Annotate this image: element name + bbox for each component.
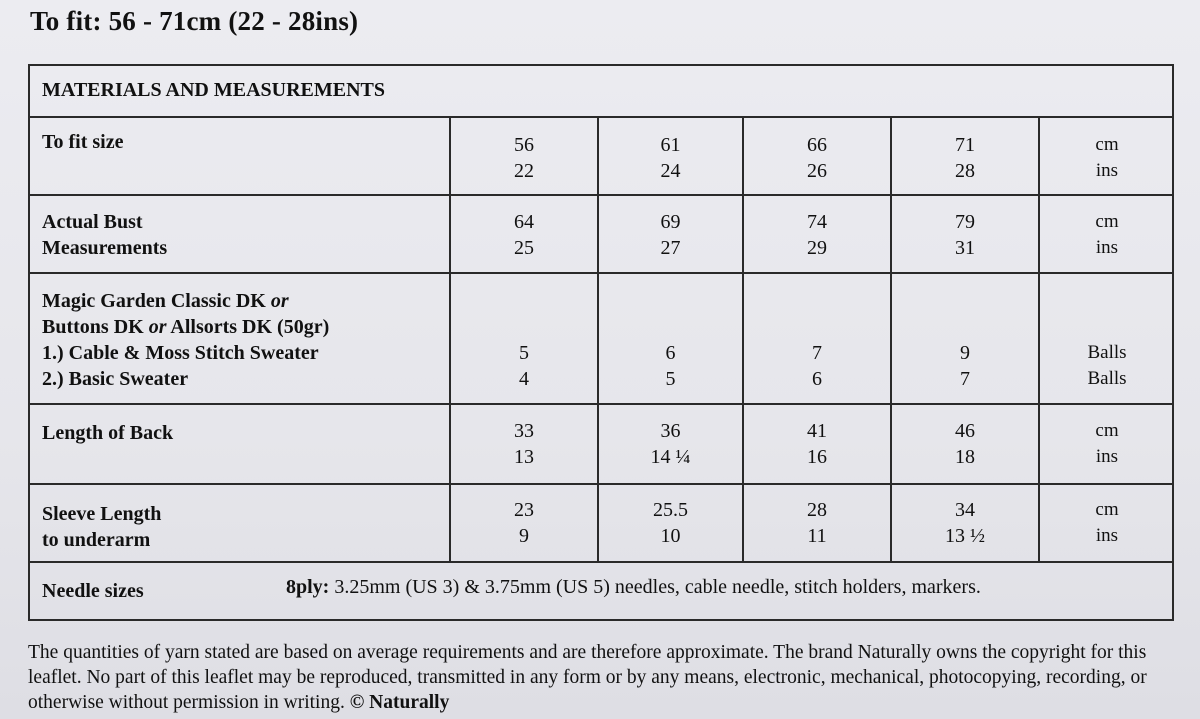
value-cell: 66 26	[742, 118, 890, 194]
value-cell: 61 24	[597, 118, 742, 194]
value-cell: 9 7	[890, 274, 1038, 403]
table-row	[30, 196, 1172, 274]
value-cell: 56 22	[449, 118, 597, 194]
value-cell: 36 14 ¼	[597, 405, 742, 483]
unit-cell: cm ins	[1038, 196, 1174, 272]
table-row	[30, 274, 1172, 405]
unit-cell: Balls Balls	[1038, 274, 1174, 403]
value-cell: 5 4	[449, 274, 597, 403]
value-cell: 6 5	[597, 274, 742, 403]
value-cell: 23 9	[449, 485, 597, 561]
materials-table	[28, 64, 1174, 621]
table-row	[30, 405, 1172, 485]
unit-cell: cm ins	[1038, 405, 1174, 483]
table-row	[30, 118, 1172, 196]
value-cell: 71 28	[890, 118, 1038, 194]
copyright-notice: The quantities of yarn stated are based on average requirements and are therefore approximate. The brand Naturally owns the copyright for this leaflet. No part of this leaflet may be reproduced, transmitted in any form or by any means, electronic, mechanical, photocopying, recording, or otherwise without permission in writing. © Naturally	[28, 642, 1147, 713]
value-cell: 25.5 10	[597, 485, 742, 561]
value-cell: 64 25	[449, 196, 597, 272]
unit-cell: cm ins	[1038, 485, 1174, 561]
value-cell: 74 29	[742, 196, 890, 272]
row-label: Magic Garden Classic DK or Buttons DK or Allsorts DK (50gr) 1.) Cable & Moss Stitch Sweater 2.) Basic Sweater	[42, 290, 330, 390]
value-cell: 33 13	[449, 405, 597, 483]
value-cell: 46 18	[890, 405, 1038, 483]
value-cell: 79 31	[890, 196, 1038, 272]
row-label: Actual Bust Measurements	[42, 211, 168, 259]
value-cell: 7 6	[742, 274, 890, 403]
needle-sizes-row	[30, 563, 1172, 619]
row-label: To fit size	[42, 131, 124, 153]
row-label: Length of Back	[42, 422, 174, 444]
table-title: MATERIALS AND MEASUREMENTS	[42, 79, 386, 101]
value-cell: 28 11	[742, 485, 890, 561]
needle-sizes-label: Needle sizes	[42, 580, 144, 602]
page-title: To fit: 56 - 71cm (22 - 28ins)	[30, 6, 359, 36]
unit-cell: cm ins	[1038, 118, 1174, 194]
table-title-row	[30, 66, 1172, 118]
row-label: Sleeve Length to underarm	[42, 503, 162, 551]
value-cell: 69 27	[597, 196, 742, 272]
needle-sizes-text: 8ply: 3.25mm (US 3) & 3.75mm (US 5) needles, cable needle, stitch holders, markers.	[286, 576, 981, 598]
value-cell: 34 13 ½	[890, 485, 1038, 561]
table-row	[30, 485, 1172, 563]
value-cell: 41 16	[742, 405, 890, 483]
